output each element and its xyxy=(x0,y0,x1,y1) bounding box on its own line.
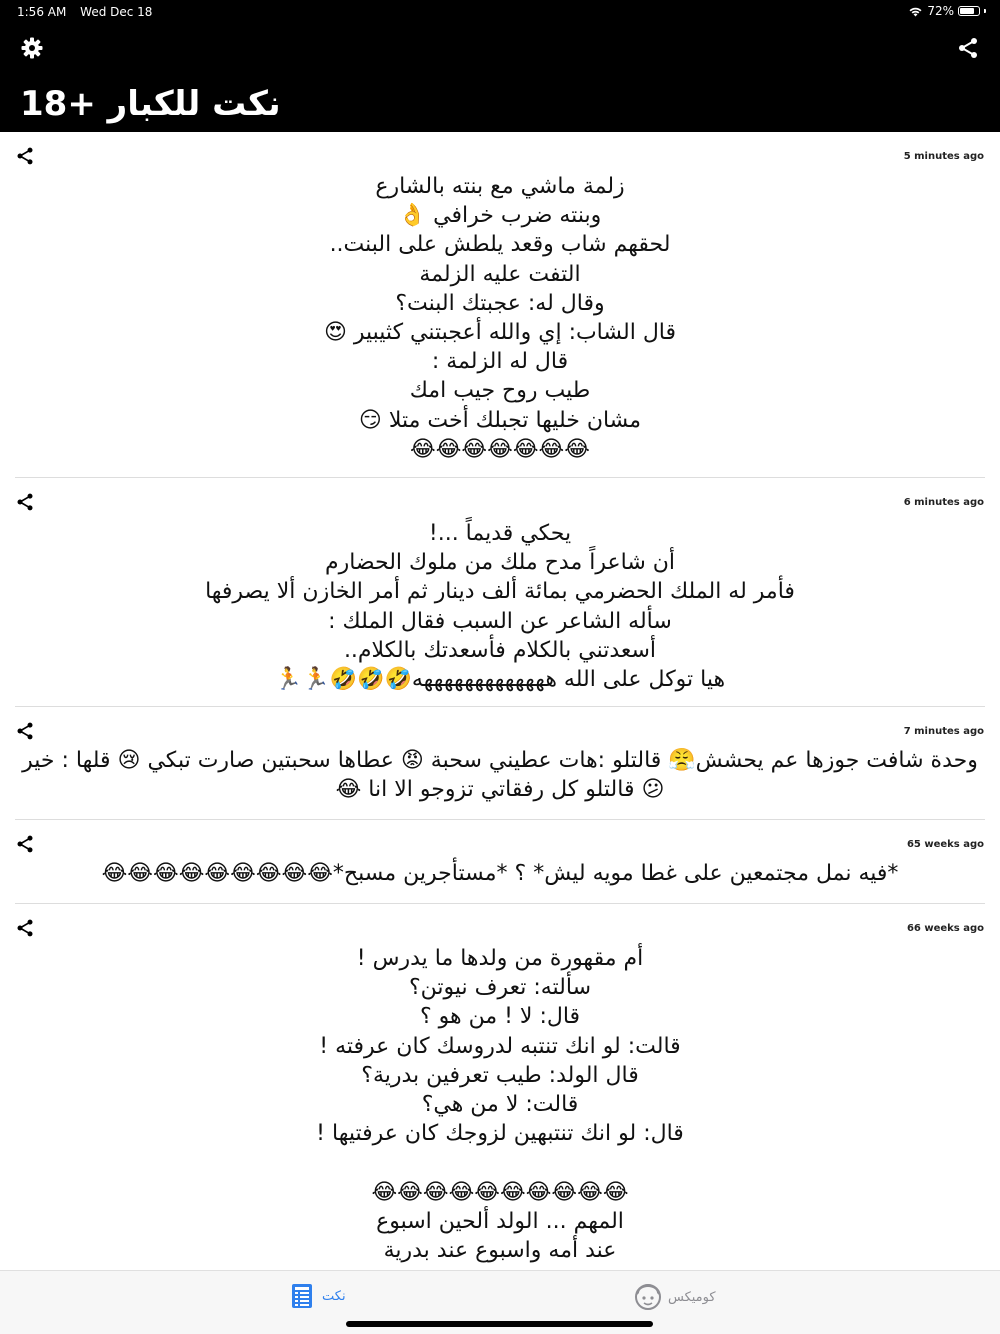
home-indicator xyxy=(346,1321,653,1327)
joke-text: أم مقهورة من ولدها ما يدرس ! سألته: تعرف نيوتن؟ قال: لا ! من هو ؟ قالت: لو انك تنتبه لدروسك كان عرفته ! قال الولد: طيب تعرفين بدرية؟ قالت: لا من هي؟ قال: لو انك تنتبهين لزوجك كان عرفتيها ! 😂😂😂😂😂😂😂😂😂😂 المهم ... الولد ألحين اسبوع عند أمه واسبوع عند بدرية xyxy=(316,946,684,1264)
app-header xyxy=(0,0,1000,132)
share-icon[interactable] xyxy=(15,492,35,512)
joke-card xyxy=(15,132,985,478)
wifi-icon xyxy=(908,6,923,17)
share-icon[interactable] xyxy=(956,36,980,60)
post-timestamp: 7 minutes ago xyxy=(903,726,984,737)
status-date: Wed Dec 18 xyxy=(80,5,153,19)
tab-jokes-label: نكت xyxy=(322,1288,346,1304)
post-timestamp: 5 minutes ago xyxy=(903,151,984,162)
gear-icon[interactable] xyxy=(20,36,44,60)
joke-card xyxy=(15,707,985,820)
joke-card xyxy=(15,478,985,707)
post-timestamp: 65 weeks ago xyxy=(906,839,984,850)
document-list-icon xyxy=(290,1283,316,1309)
share-icon[interactable] xyxy=(15,721,35,741)
battery-percent: 72% xyxy=(927,4,954,18)
battery-icon xyxy=(958,6,980,16)
status-time: 1:56 AM xyxy=(17,5,67,19)
tab-jokes[interactable] xyxy=(290,1283,346,1309)
joke-card xyxy=(15,904,985,1270)
joke-text: وحدة شافت جوزها عم يحشش😤 قالتلو :هات عطيني سحبة 😡 عطاها سحبتين صارت تبكي 😢 قلها : خير 😕 قالتلو كل رفقاتي تزوجو الا انا 😂 xyxy=(22,748,978,803)
status-left xyxy=(17,5,162,19)
face-icon xyxy=(634,1283,662,1311)
post-timestamp: 6 minutes ago xyxy=(903,497,984,508)
share-icon[interactable] xyxy=(15,834,35,854)
status-bar xyxy=(0,0,1000,24)
joke-text: *فيه نمل مجتمعين على غطا مويه ليش* ؟ *مستأجرين مسبح*😂😂😂😂😂😂😂😂😂 xyxy=(101,861,899,886)
share-icon[interactable] xyxy=(15,146,35,166)
joke-text: يحكي قديماً ...! أن شاعراً مدح ملك من ملوك الحضارم فأمر له الملك الحضرمي بمائة ألف دينار ثم أمر الخازن ألا يصرفها سأله الشاعر عن السبب فقال الملك : أسعدتني بالكلام فأسعدتك بالكلام.. هيا توكل على الله هههههههههههههه🤣🤣🤣🏃🏃 xyxy=(205,521,795,693)
page-title: نكت للكبار +18 xyxy=(20,84,281,124)
status-right xyxy=(908,4,986,18)
joke-card xyxy=(15,820,985,904)
joke-text: زلمة ماشي مع بنته بالشارع وبنته ضرب خرافي 👌 لحقهم شاب وقعد يلطش على البنت.. التفت عليه الزلمة وقال له: عجبتك البنت؟ قال الشاب: إي والله أعجبتني كثيبير 😍 قال له الزلمة : طيب روح جيب امك مشان خليها تجبلك أخت متلا 😏 😂😂😂😂😂😂😂 xyxy=(323,174,677,462)
battery-fill xyxy=(960,8,974,14)
tab-comics[interactable] xyxy=(634,1283,716,1311)
post-timestamp: 66 weeks ago xyxy=(906,923,984,934)
battery-tip xyxy=(984,9,986,13)
share-icon[interactable] xyxy=(15,918,35,938)
jokes-feed[interactable] xyxy=(0,132,1000,1270)
tab-comics-label: كوميكس xyxy=(668,1289,716,1305)
